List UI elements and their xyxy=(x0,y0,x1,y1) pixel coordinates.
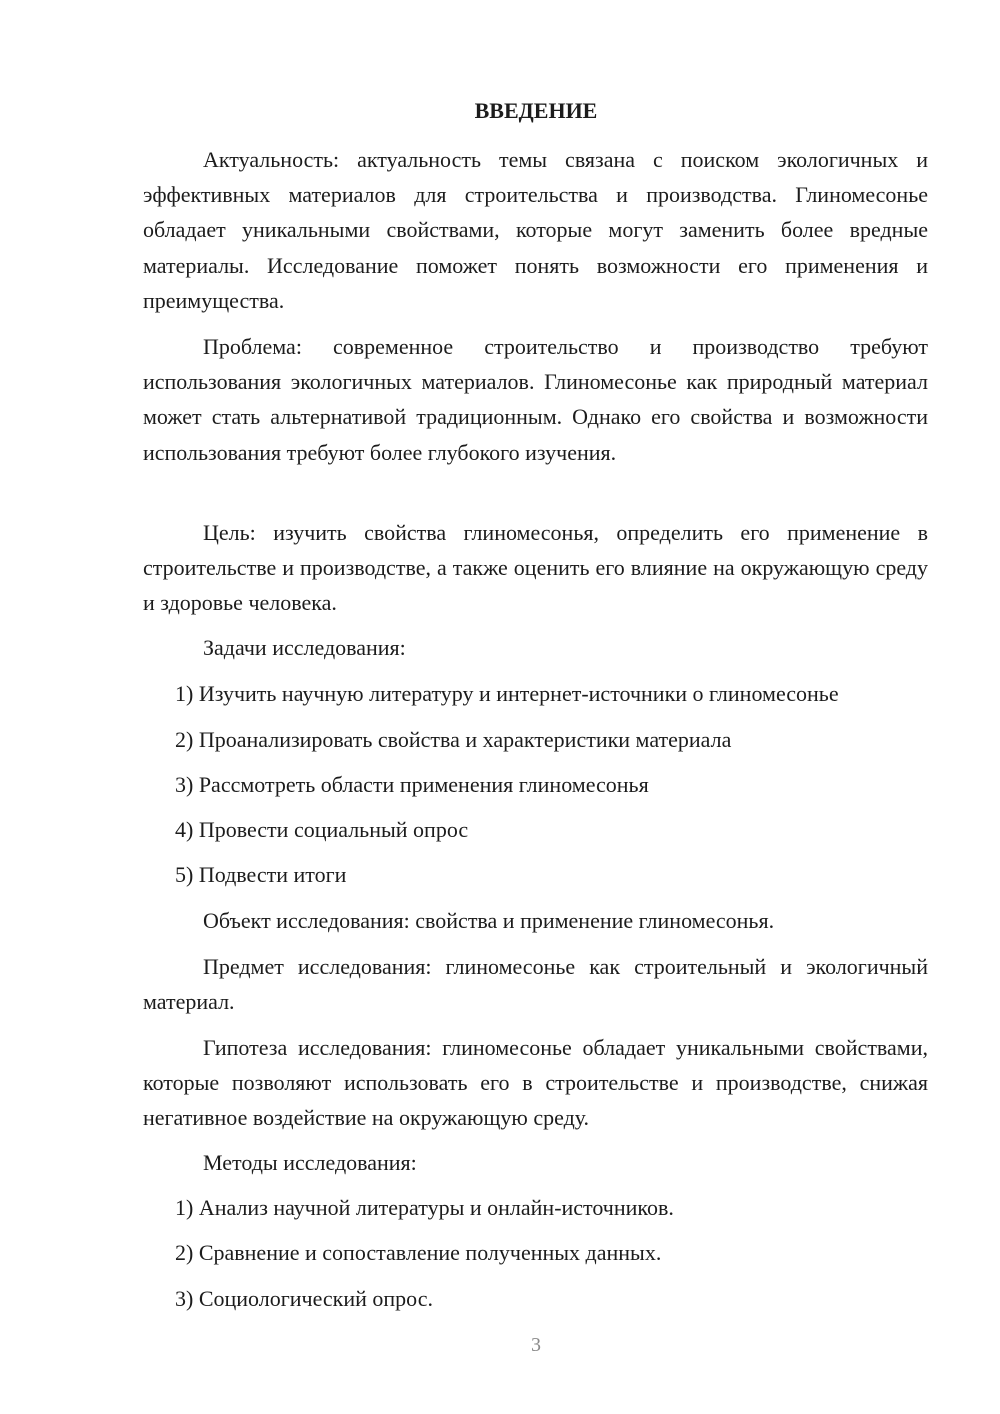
hypothesis-paragraph: Гипотеза исследования: глиномесонье обладает уникальными свойствами, которые позволяют использовать его в строительстве и производстве, снижая негативное воздействие на окружающую среду. xyxy=(143,1035,928,1131)
method-item: 2) Сравнение и сопоставление полученных данных. xyxy=(175,1240,662,1265)
relevance-paragraph: Актуальность: актуальность темы связана с поиском экологичных и эффективных материалов для строительства и производства. Глиномесонье обладает уникальными свойствами, которые могут заменить более вредные материалы. Исследование поможет понять возможности его применения и преимущества. xyxy=(143,147,928,313)
subject-paragraph: Предмет исследования: глиномесонье как строительный и экологичный материал. xyxy=(143,954,928,1015)
problem-paragraph: Проблема: современное строительство и производство требуют использования экологичных материалов. Глиномесонье как природный материал может стать альтернативой традиционным. Однако его свойства и возможности использования требуют более глубокого изучения. xyxy=(143,334,928,465)
object-paragraph: Объект исследования: свойства и применение глиномесонья. xyxy=(203,908,775,933)
goal-paragraph: Цель: изучить свойства глиномесонья, определить его применение в строительстве и производстве, а также оценить его влияние на окружающую среду и здоровье человека. xyxy=(143,520,928,616)
task-item: 1) Изучить научную литературу и интернет-источники о глиномесонье xyxy=(175,681,839,706)
methods-heading: Методы исследования: xyxy=(203,1150,417,1175)
tasks-heading: Задачи исследования: xyxy=(203,635,406,660)
task-item: 2) Проанализировать свойства и характеристики материала xyxy=(175,727,732,752)
task-item: 4) Провести социальный опрос xyxy=(175,817,469,842)
task-item: 5) Подвести итоги xyxy=(175,862,347,887)
method-item: 1) Анализ научной литературы и онлайн-источников. xyxy=(175,1195,674,1220)
section-title: ВВЕДЕНИЕ xyxy=(474,98,598,123)
page-number: 3 xyxy=(531,1334,541,1356)
method-item: 3) Социологический опрос. xyxy=(175,1286,433,1311)
task-item: 3) Рассмотреть области применения глиномесонья xyxy=(175,772,649,797)
